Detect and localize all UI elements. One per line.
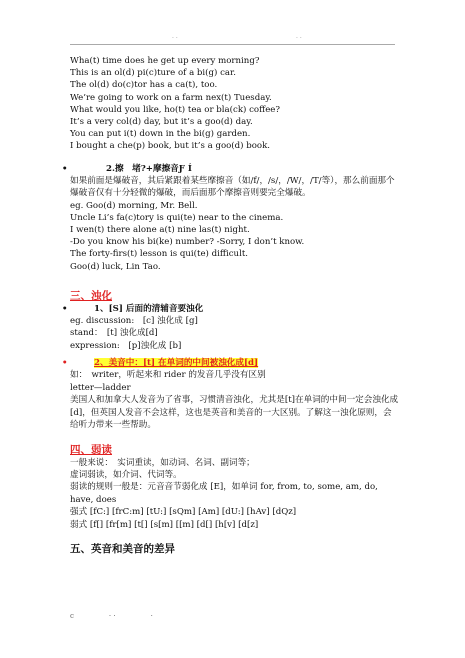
subsection-3-2-description: 美国人和加拿大人发音为了省事，习惯清音浊化，尤其是[t]在单词的中间一定会浊化成[d]，但英国人发音不会这样，这也是英音和美音的一大区别。了解这一浊化原则，会给听力带来一些帮助。 — [70, 395, 399, 431]
section-2 — [62, 163, 400, 273]
footer-mark: c · · · — [70, 612, 153, 620]
subsection-3-1-heading — [62, 303, 400, 315]
section-3 — [62, 289, 400, 432]
example-line: eg. Goo(d) morning, Mr. Bell. — [70, 200, 198, 211]
example-line: This is an ol(d) pi(c)ture of a bi(g) car. — [70, 68, 236, 79]
subsection-3-2-heading — [62, 357, 400, 369]
section-4-line: 弱读的规则一般是：元音音节弱化成 [E]，如单词 for, from, to, some, am, do, have, does — [70, 482, 378, 505]
example-line: I bought a che(p) book, but it’s a goo(d) book. — [70, 141, 271, 152]
header-rule — [70, 44, 395, 45]
section-5 — [70, 542, 400, 556]
example-line: Uncle Li’s fa(c)tory is qui(te) near to the cinema. — [70, 212, 284, 223]
example-line: I wen(t) there alone a(t) nine las(t) night. — [70, 225, 250, 236]
document-body — [62, 55, 400, 556]
subsection-3-2-letter: letter—ladder — [70, 382, 131, 393]
section-4-line: 一般来说： 实词重读，如动词、名词、副词等； — [70, 457, 255, 468]
example-line: What would you like, ho(t) tea or bla(ck) coffee? — [70, 104, 280, 115]
bullet-icon: • — [62, 163, 68, 174]
example-line: It’s a very col(d) day, but it’s a goo(d) day. — [70, 117, 253, 128]
subsection-3-1-title: 1、[S] 后面的清辅音要浊化 — [94, 303, 204, 314]
example-line: The ol(d) do(c)tor has a ca(t), too. — [70, 80, 218, 91]
subsection-3-2-title: 2、美音中：[t] 在单词的中间被浊化成[d] — [94, 358, 259, 369]
header-mark-left: · · — [172, 35, 178, 42]
section-5-title: 五、英音和美音的差异 — [70, 542, 175, 555]
continued-examples — [70, 55, 400, 153]
section-4-line: 强式 [fC:] [frC:m] [tU:] [sQm] [Am] [dU:] [hAv] [dQz] — [70, 507, 297, 518]
example-line: The forty-firs(t) lesson is qui(te) difficult. — [70, 249, 249, 260]
bullet-icon: • — [62, 303, 68, 314]
subsection-3-1-item: stand： [t] 浊化成[d] — [70, 328, 158, 339]
subsection-3-1-item: expression: [p]浊化成 [b] — [70, 340, 182, 351]
section-2-title: 2.擦 堵?+摩擦音Ƒ Í — [106, 163, 192, 174]
subsection-3-2-example: 如： writer，听起来和 rider 的发音几乎没有区别 — [70, 370, 266, 381]
subsection-3-1-item: eg. discussion: [c] 浊化成 [g] — [70, 316, 198, 327]
section-4 — [70, 443, 400, 531]
section-2-description: 如果前面是爆破音，其后紧跟着某些摩擦音（如/f/，/s/，/W/，/T/等），那么前面那个爆破音仅有十分轻微的爆破，而后面那个摩擦音则要完全爆破。 — [70, 175, 395, 199]
section-3-title: 三、浊化 — [70, 289, 112, 302]
example-line: You can put i(t) down in the bi(g) garden. — [70, 129, 251, 140]
section-4-title: 四、弱读 — [70, 443, 112, 456]
example-line: We’re going to work on a farm nex(t) Tuesday. — [70, 92, 272, 103]
example-line: Wha(t) time does he get up every morning? — [70, 56, 260, 66]
section-2-heading — [62, 163, 400, 175]
section-4-line: 虚词弱读，如介词、代词等。 — [70, 469, 182, 480]
bullet-icon: • — [62, 358, 68, 369]
header-mark-right: · · — [296, 35, 302, 42]
example-line: Goo(d) luck, Lin Tao. — [70, 261, 161, 272]
section-4-line: 弱式 [f[] [fr[m] [t[] [s[m] [[m] [d[] [h[v] [d[z] — [70, 519, 259, 530]
example-line: -Do you know his bi(ke) number? -Sorry, I don’t know. — [70, 237, 305, 248]
